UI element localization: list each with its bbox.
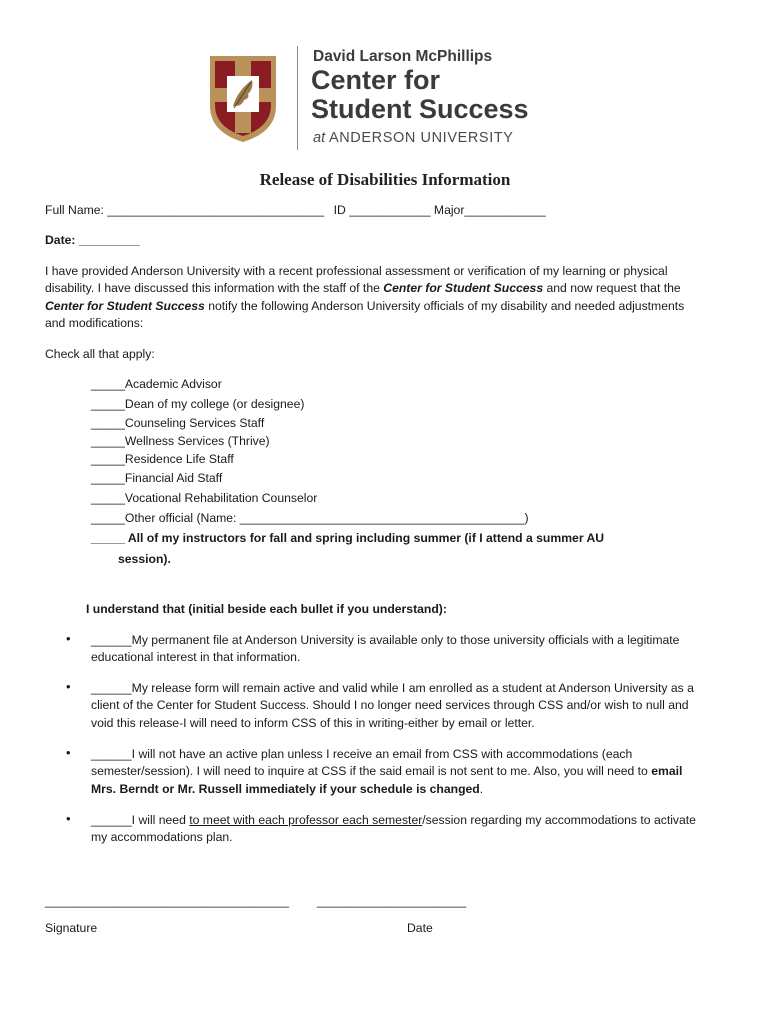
bullet-3-line-2 xyxy=(91,763,731,780)
bullet-3-line-3b: . xyxy=(479,781,484,796)
org-subtitle xyxy=(313,130,514,146)
check-other-official[interactable]: _____Other official (Name: __________________________________________) xyxy=(91,511,529,525)
check-counseling[interactable]: _____Counseling Services Staff xyxy=(91,416,265,430)
bullet-4-line-1c: /session regarding my accommodations to activate xyxy=(422,813,696,827)
shield-logo-icon xyxy=(208,54,278,144)
check-residence-life[interactable]: _____Residence Life Staff xyxy=(91,452,234,466)
date-signature-line[interactable]: ______________________ xyxy=(317,894,467,908)
bullet-2-line-2: client of the Center for Student Success. Should I no longer need services through CSS and/or wish to null and xyxy=(91,698,689,713)
id-field[interactable]: ____________ xyxy=(349,203,431,217)
bullet-1 xyxy=(91,632,731,667)
instructors-blank[interactable]: _____ xyxy=(91,531,125,545)
date-row xyxy=(45,232,140,249)
check-vocational-rehab[interactable]: _____Vocational Rehabilitation Counselor xyxy=(91,491,318,505)
id-label: ID xyxy=(333,203,346,217)
bullet-4-line-2: my accommodations plan. xyxy=(91,830,233,845)
org-main-title xyxy=(311,66,529,124)
date-label: Date: xyxy=(45,233,76,247)
bullet-3-line-1: ______I will not have an active plan unless I receive an email from CSS with accommodations (each xyxy=(91,747,633,761)
intro-line-1: I have provided Anderson University with a recent professional assessment or verification of my learning or physical xyxy=(45,264,668,278)
bullet-2-line-1: ______My release form will remain active and valid while I am enrolled as a student at Anderson University as a xyxy=(91,681,694,695)
bullet-dot: • xyxy=(66,631,71,646)
org-title-line1: Center for xyxy=(311,65,441,95)
full-name-field[interactable]: ________________________________ xyxy=(107,203,325,217)
org-pre-title: David Larson McPhillips xyxy=(313,48,493,65)
bullet-4-line-1a: ______I will need xyxy=(91,813,190,827)
date-signature-label: Date xyxy=(407,921,433,935)
signature-line[interactable]: ____________________________________ xyxy=(45,894,290,908)
bullet-dot: • xyxy=(66,679,71,694)
bullet-3-line-2a: semester/session). I will need to inquire at CSS if the said email is not sent to me. Also, you will need to xyxy=(91,764,652,779)
full-name-label: Full Name: xyxy=(45,203,104,217)
intro-line-2a: disability. I have discussed this information with the staff of the xyxy=(45,281,384,296)
check-academic-advisor[interactable]: _____Academic Advisor xyxy=(91,377,222,391)
intro-line-3b: notify the following Anderson University officials of my disability and needed adjustments xyxy=(204,298,685,313)
date-field[interactable]: _________ xyxy=(78,233,140,247)
bullet-3-line-3 xyxy=(91,781,731,798)
bullet-4-line-1b: to meet with each professor each semester xyxy=(189,813,423,827)
instructors-line-2: session). xyxy=(118,552,171,566)
bullet-3-line-2b: email xyxy=(651,764,683,779)
intro-line-2 xyxy=(45,280,735,297)
check-all-instructors[interactable] xyxy=(91,530,604,547)
check-wellness[interactable]: _____Wellness Services (Thrive) xyxy=(91,434,270,448)
bullet-dot: • xyxy=(66,745,71,760)
major-field[interactable]: ____________ xyxy=(464,203,546,217)
intro-line-4: and modifications: xyxy=(45,316,144,331)
document-title: Release of Disabilities Information xyxy=(259,170,511,189)
major-label: Major xyxy=(433,203,465,217)
understand-heading: I understand that (initial beside each bullet if you understand): xyxy=(86,602,447,616)
org-title-line2: Student Success xyxy=(311,94,529,124)
bullet-1-line-2: educational interest in that information. xyxy=(91,650,301,665)
check-all-label: Check all that apply: xyxy=(45,347,155,361)
instructors-line-1: All of my instructors for fall and spring including summer (if I attend a summer AU xyxy=(124,531,605,545)
bullet-4 xyxy=(91,812,731,847)
org-subtitle-name: ANDERSON UNIVERSITY xyxy=(328,130,514,146)
bullet-3-line-3a: Mrs. Berndt or Mr. Russell immediately if your schedule is changed xyxy=(91,781,480,796)
signature-label: Signature xyxy=(45,921,98,935)
bullet-dot: • xyxy=(66,811,71,826)
bullet-2 xyxy=(91,680,731,732)
check-financial-aid[interactable]: _____Financial Aid Staff xyxy=(91,471,223,485)
bullet-2-line-3: void this release-I will need to inform CSS of this in writing-either by email or letter. xyxy=(91,715,535,730)
intro-line-2c: and now request that the xyxy=(543,281,681,296)
intro-paragraph xyxy=(45,263,735,333)
bullet-1-line-1: ______My permanent file at Anderson University is available only to those university officials with a legitimate xyxy=(91,633,680,647)
intro-line-2b: Center for Student Success xyxy=(383,281,544,296)
bullet-4-line-1 xyxy=(91,812,731,829)
header-divider xyxy=(297,46,298,150)
header-logo xyxy=(208,44,568,156)
bullet-3 xyxy=(91,746,731,798)
org-subtitle-at: at xyxy=(313,130,326,146)
check-dean[interactable]: _____Dean of my college (or designee) xyxy=(91,397,305,411)
intro-line-3a: Center for Student Success xyxy=(45,298,205,313)
intro-line-3 xyxy=(45,298,735,315)
full-name-row xyxy=(45,202,546,219)
